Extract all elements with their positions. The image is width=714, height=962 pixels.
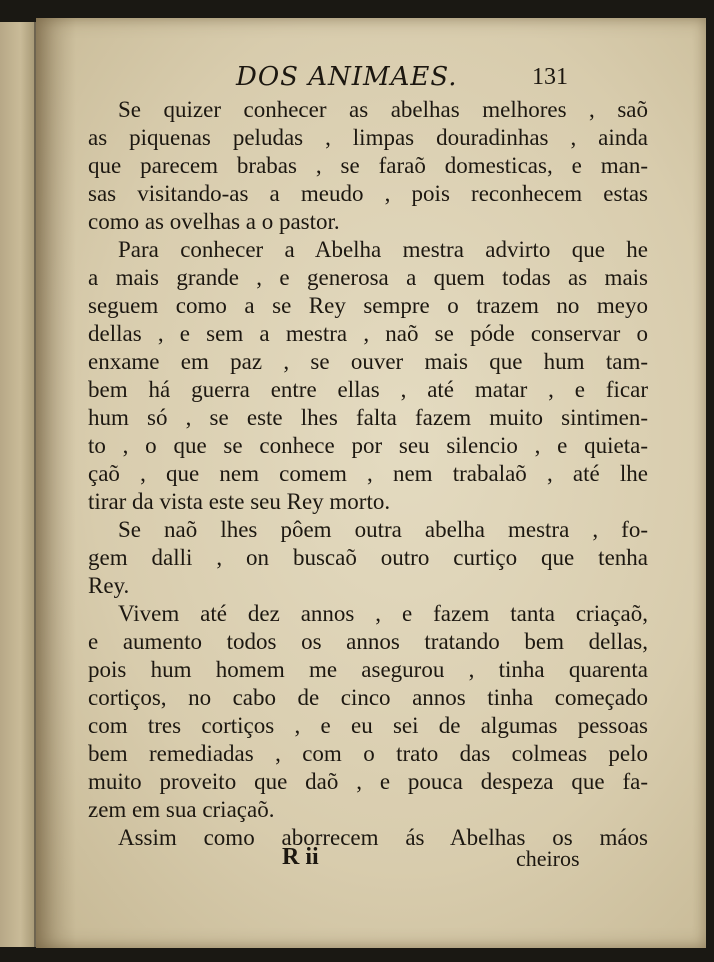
text-line: bem remediadas , com o trato das colmeas pelo [88,741,648,766]
text-line: com tres cortiços , e eu sei de algumas pessoas [88,713,648,738]
text-line: como as ovelhas a o pastor. [88,209,340,234]
text-line: Se naõ lhes pôem outra abelha mestra , fo- [118,517,648,542]
running-title: DOS ANIMAES. [236,62,458,92]
text-line: pois hum homem me asegurou , tinha quarenta [88,657,648,682]
page-number: 131 [532,64,568,90]
previous-page-edge [0,22,36,947]
text-line: e aumento todos os annos tratando bem dellas, [88,629,648,654]
catchword: cheiros [516,846,580,871]
text-line: sas visitando-as a meudo , pois reconhecem estas [88,181,648,206]
text-line: bem há guerra entre ellas , até matar , e ficar [88,377,648,402]
text-line: tirar da vista este seu Rey morto. [88,489,391,514]
text-line: cortiços, no cabo de cinco annos tinha começado [88,685,648,710]
text-line: Se quizer conhecer as abelhas melhores , saõ [118,97,648,122]
text-line: Vivem até dez annos , e fazem tanta criaçaõ, [118,601,648,626]
text-line: enxame em paz , se ouver mais que hum tam- [88,349,648,374]
text-line: Para conhecer a Abelha mestra advirto que he [118,237,648,262]
signature-mark: R ii [282,844,319,870]
text-line: zem em sua criaçaõ. [88,797,275,822]
text-line: seguem como a se Rey sempre o trazem no meyo [88,293,648,318]
text-line: Rey. [88,573,130,598]
text-line: hum só , se este lhes falta fazem muito sintimen- [88,405,648,430]
text-line: gem dalli , on buscaõ outro curtiço que tenha [88,545,648,570]
text-line: a mais grande , e generosa a quem todas as mais [88,265,648,290]
text-line: as piquenas peludas , limpas douradinhas , ainda [88,125,648,150]
text-line: que parecem brabas , se faraõ domesticas, e man- [88,153,648,178]
text-line: to , o que se conhece por seu silencio , e quieta- [88,433,648,458]
text-line: muito proveito que daõ , e pouca despeza que fa- [88,769,648,794]
text-line: Assim como aborrecem ás Abelhas os máos [118,825,648,850]
text-line: çaõ , que nem comem , nem trabalaõ , até lhe [88,461,648,486]
book-page [36,18,706,948]
gutter-shadow [36,18,76,948]
text-line: dellas , e sem a mestra , naõ se póde conservar o [88,321,648,346]
